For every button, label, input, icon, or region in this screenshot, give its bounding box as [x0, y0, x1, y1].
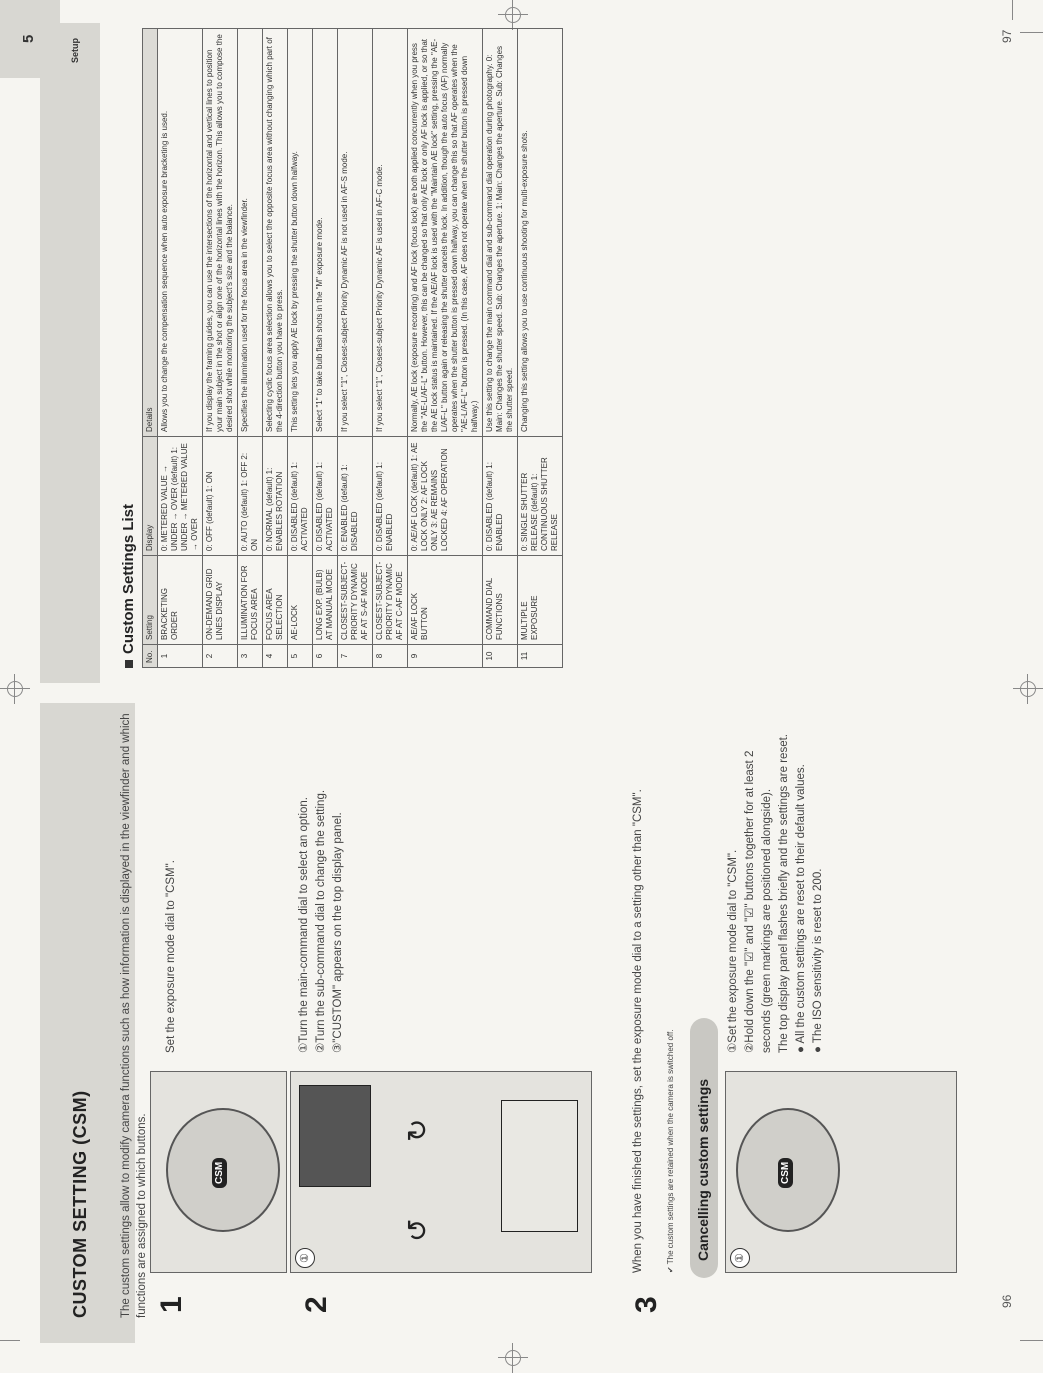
col-header: No.: [143, 645, 158, 668]
table-row: [408, 29, 483, 668]
table-header-row: [143, 29, 158, 668]
cell-setting: COMMAND DIAL FUNCTIONS: [483, 556, 518, 645]
cell-details: If you display the framing guides, you can use the intersections of the horizontal and vertical lines to position your main subject in the shot or align one of the horizontal lines with the horizon. This allows you to compose the desired shot while monitoring the subject's size and the balance.: [203, 29, 238, 437]
cell-setting: ILLUMINATION FOR FOCUS AREA: [238, 556, 263, 645]
settings-list-title: Custom Settings List: [120, 504, 137, 668]
cell-display: 0: METERED VALUE → UNDER → OVER (default) 1: UNDER → METERED VALUE → OVER: [158, 437, 203, 556]
cell-display: 0: DISABLED (default) 1: ENABLED: [373, 437, 408, 556]
cell-display: 0: NORMAL (default) 1: ENABLES ROTATION: [263, 437, 288, 556]
csm-position: CSM: [778, 1158, 793, 1188]
table-row: [518, 29, 563, 668]
cell-no: 1: [158, 645, 203, 668]
figure-reset: [725, 1071, 957, 1273]
top-display-panel: [501, 1100, 578, 1232]
cancel-text: [725, 713, 827, 1053]
cell-no: 9: [408, 645, 483, 668]
step-1-text: Set the exposure mode dial to "CSM".: [165, 860, 177, 1053]
cell-details: If you select "1", Closest-subject Priority Dynamic AF is not used in AF-S mode.: [338, 29, 373, 437]
cell-details: Allows you to change the compensation sequence when auto exposure bracketing is used.: [158, 29, 203, 437]
table-row: [263, 29, 288, 668]
cell-no: 4: [263, 645, 288, 668]
intro-text: The custom settings allow to modify camera functions such as how information is displayed in the viewfinder and which functions are assigned to which buttons.: [120, 713, 148, 1318]
mode-dial: [736, 1108, 840, 1232]
step-number-1: 1: [155, 1296, 188, 1313]
cell-display: 0: OFF (default) 1: ON: [203, 437, 238, 556]
col-header: Setting: [143, 556, 158, 645]
cell-details: This setting lets you apply AE lock by pressing the shutter button down halfway.: [288, 29, 313, 437]
csm-position: CSM: [212, 1158, 227, 1188]
cancel-line: The top display panel flashes briefly and the settings are reset.: [778, 734, 790, 1053]
figure-mode-dial: [150, 1071, 287, 1273]
table-row: [288, 29, 313, 668]
figure-label-1: ①: [730, 1248, 750, 1268]
cell-details: Normally, AE lock (exposure recording) and AF lock (focus lock) are both applied concurrently when you press the "AE-L/AF-L" button. However, this can be changed so that only AE lock or only AF lock is applied, or so that the AE lock status is maintained. If the AE/AF lock is used with the "Maintain AE lock" setting, pressing the "AE-L/AF-L" button again or releasing the shutter cancels the lock. In addition, though the auto focus (AF) normally operates when the shutter button is pressed down halfway, you can change this so that AF operates when the "AE-L/AF-L" button is pressed. (In this case, AF does not operate when the shutter button is pressed down halfway.): [408, 29, 483, 437]
cell-display: 0: DISABLED (default) 1: ACTIVATED: [313, 437, 338, 556]
cell-setting: BRACKETING ORDER: [158, 556, 203, 645]
cell-setting: FOCUS AREA SELECTION: [263, 556, 288, 645]
cell-details: Changing this setting allows you to use continuous shooting for multi-exposure shots.: [518, 29, 563, 437]
step-2-text: [296, 753, 347, 1053]
table-row: [373, 29, 408, 668]
col-header: Details: [143, 29, 158, 437]
step-number-3: 3: [630, 1296, 663, 1313]
cell-display: 0: SINGLE SHUTTER RELEASE (default) 1: CONTINUOUS SHUTTER RELEASE: [518, 437, 563, 556]
page-right: [0, 0, 1043, 683]
table-row: [313, 29, 338, 668]
figure-label-1: ①: [295, 1248, 315, 1268]
step-2-line: ①Turn the main-command dial to select an option.: [298, 797, 310, 1053]
cell-no: 10: [483, 645, 518, 668]
cell-details: Select "1" to take bulb flash shots in the "M" exposure mode.: [313, 29, 338, 437]
mode-dial: [166, 1108, 280, 1232]
settings-table: [142, 28, 563, 668]
step-2-line: ③"CUSTOM" appears on the top display panel.: [332, 812, 344, 1053]
cancel-line: ● The ISO sensitivity is reset to 200.: [812, 868, 824, 1053]
page-number-left: 96: [1000, 1294, 1014, 1308]
cancel-line: ● All the custom settings are reset to their default values.: [795, 764, 807, 1053]
cell-setting: MULTIPLE EXPOSURE: [518, 556, 563, 645]
section-number: 5: [20, 34, 37, 43]
cell-no: 3: [238, 645, 263, 668]
rotate-arrow-icon: ↺: [402, 1218, 433, 1242]
cell-setting: CLOSEST-SUBJECT-PRIORITY DYNAMIC AF AT C-AF MODE: [373, 556, 408, 645]
page-title: CUSTOM SETTING (CSM): [70, 1090, 90, 1318]
col-header: Display: [143, 437, 158, 556]
cell-details: Selecting cyclic focus area selection allows you to select the opposite focus area without changing which part of the 4-direction button you have to press.: [263, 29, 288, 437]
cancel-line: ①Set the exposure mode dial to "CSM".: [727, 849, 739, 1053]
cell-no: 11: [518, 645, 563, 668]
cell-no: 8: [373, 645, 408, 668]
cell-no: 6: [313, 645, 338, 668]
table-row: [338, 29, 373, 668]
cell-display: 0: DISABLED (default) 1: ENABLED: [483, 437, 518, 556]
cell-display: 0: ENABLED (default) 1: DISABLED: [338, 437, 373, 556]
step-number-2: 2: [300, 1296, 333, 1313]
cell-details: Use this setting to change the main command dial and sub-command dial operation during photography. 0: Main: Changes the shutter speed. Sub: Changes the aperture. 1: Main: Changes the aperture. Sub: Changes the shutter speed.: [483, 29, 518, 437]
cell-setting: ON-DEMAND GRID LINES DISPLAY: [203, 556, 238, 645]
title-bar: [40, 23, 100, 683]
page-number-right: 97: [1000, 29, 1014, 43]
cell-setting: AE/AF LOCK BUTTON: [408, 556, 483, 645]
cell-details: Specifies the illumination used for the focus area in the viewfinder.: [238, 29, 263, 437]
cancel-line: ②Hold down the "☑" and "☑" buttons together for at least 2 seconds (green markings are positioned alongside).: [744, 750, 773, 1053]
table-row: [483, 29, 518, 668]
menu-screen: [299, 1085, 371, 1187]
step-3-text: When you have finished the settings, set the exposure mode dial to a setting other than "CSM".: [632, 789, 644, 1273]
cell-no: 7: [338, 645, 373, 668]
table-row: [238, 29, 263, 668]
page-left: [0, 683, 1043, 1373]
cell-setting: CLOSEST-SUBJECT-PRIORITY DYNAMIC AF AT S-AF MODE: [338, 556, 373, 645]
cancel-heading: Cancelling custom settings: [695, 1078, 711, 1261]
step-2-line: ②Turn the sub-command dial to change the setting.: [315, 789, 327, 1053]
figure-command-dials: [290, 1071, 592, 1273]
cell-no: 2: [203, 645, 238, 668]
table-row: [158, 29, 203, 668]
cell-details: If you select "1", Closest-subject Priority Dynamic AF is used in AF-C mode.: [373, 29, 408, 437]
cell-display: 0: AUTO (default) 1: OFF 2: ON: [238, 437, 263, 556]
section-label: Setup: [70, 37, 80, 63]
table-row: [203, 29, 238, 668]
cell-display: 0: AE/AF LOCK (default) 1: AE LOCK ONLY 2: AF LOCK ONLY 3: AE REMAINS LOCKED 4: AF OPERATION: [408, 437, 483, 556]
rotate-arrow-icon: ↻: [402, 1118, 433, 1142]
cell-setting: LONG EXP. (BULB) AT MANUAL MODE: [313, 556, 338, 645]
cell-setting: AE-LOCK: [288, 556, 313, 645]
cell-no: 5: [288, 645, 313, 668]
cell-display: 0: DISABLED (default) 1: ACTIVATED: [288, 437, 313, 556]
retain-note: ✔ The custom settings are retained when the camera is switched off.: [666, 1029, 675, 1273]
